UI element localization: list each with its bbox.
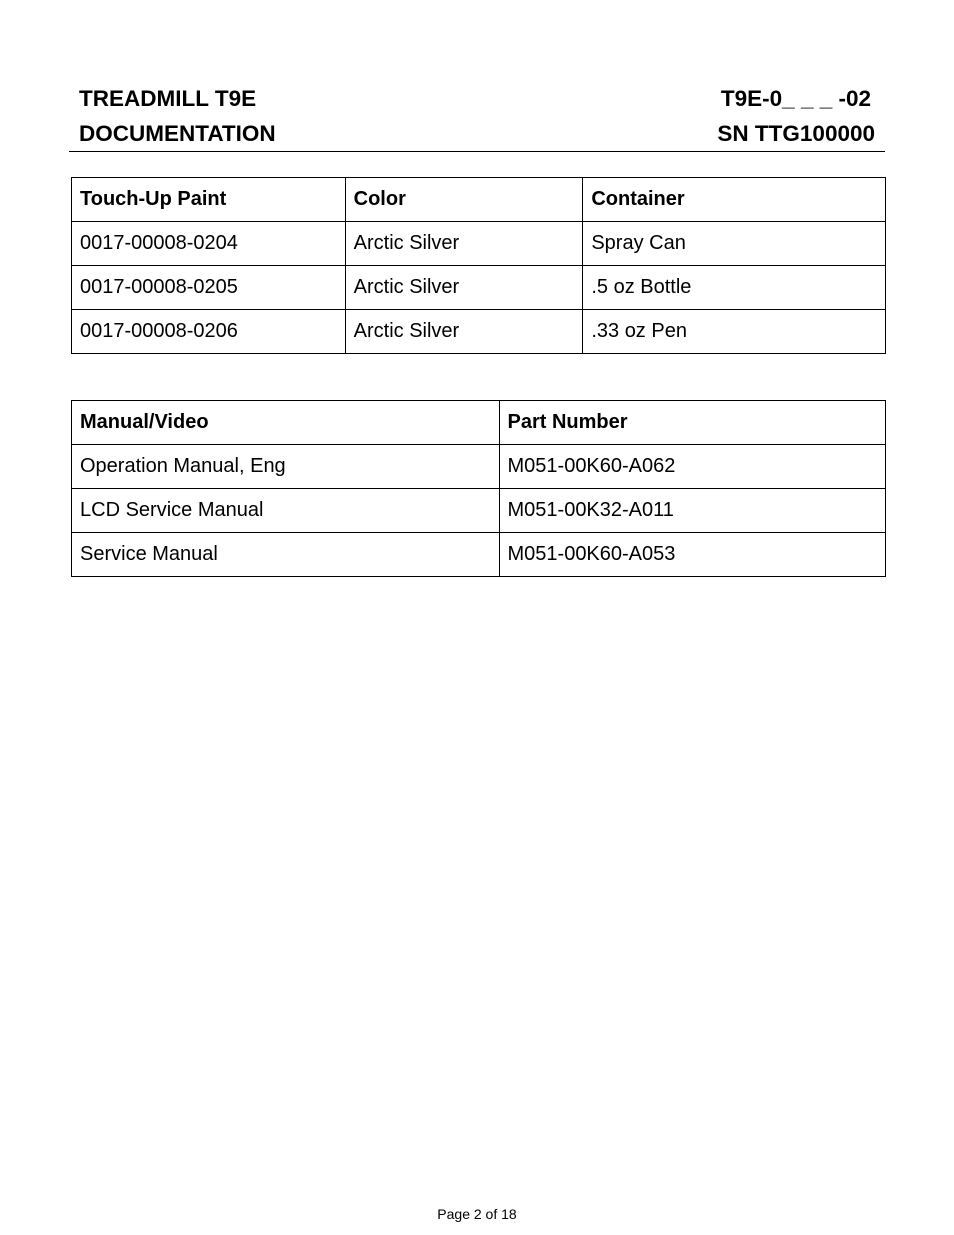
manual-part-number: M051-00K32-A011 (499, 489, 886, 533)
document-header (69, 82, 885, 152)
touch-up-paint-table (71, 177, 886, 354)
paint-part-number: 0017-00008-0206 (72, 310, 346, 354)
column-header-manual-video: Manual/Video (72, 401, 500, 445)
manual-video-table (71, 400, 886, 577)
table-row (72, 445, 886, 489)
paint-container: .5 oz Bottle (583, 266, 886, 310)
column-header-touch-up-paint: Touch-Up Paint (72, 178, 346, 222)
table-row (72, 489, 886, 533)
manual-name: Operation Manual, Eng (72, 445, 500, 489)
paint-color: Arctic Silver (345, 266, 583, 310)
paint-container: .33 oz Pen (583, 310, 886, 354)
table-header-row (72, 178, 886, 222)
column-header-color: Color (345, 178, 583, 222)
manual-part-number: M051-00K60-A053 (499, 533, 886, 577)
column-header-part-number: Part Number (499, 401, 886, 445)
paint-color: Arctic Silver (345, 222, 583, 266)
paint-part-number: 0017-00008-0205 (72, 266, 346, 310)
paint-container: Spray Can (583, 222, 886, 266)
table-row (72, 310, 886, 354)
table-row (72, 533, 886, 577)
header-model-code: T9E-0_ _ _ -02 (720, 86, 871, 111)
column-header-container: Container (583, 178, 886, 222)
table-row (72, 222, 886, 266)
paint-part-number: 0017-00008-0204 (72, 222, 346, 266)
paint-color: Arctic Silver (345, 310, 583, 354)
header-row-2 (79, 117, 875, 151)
table-row (72, 266, 886, 310)
page-number: Page 2 of 18 (437, 1206, 517, 1222)
manual-name: LCD Service Manual (72, 489, 500, 533)
header-serial-number: SN TTG100000 (717, 121, 875, 146)
header-row-1 (79, 82, 875, 116)
header-subtitle: DOCUMENTATION (79, 121, 276, 146)
header-title: TREADMILL T9E (79, 86, 257, 111)
table-header-row (72, 401, 886, 445)
manual-name: Service Manual (72, 533, 500, 577)
manual-part-number: M051-00K60-A062 (499, 445, 886, 489)
